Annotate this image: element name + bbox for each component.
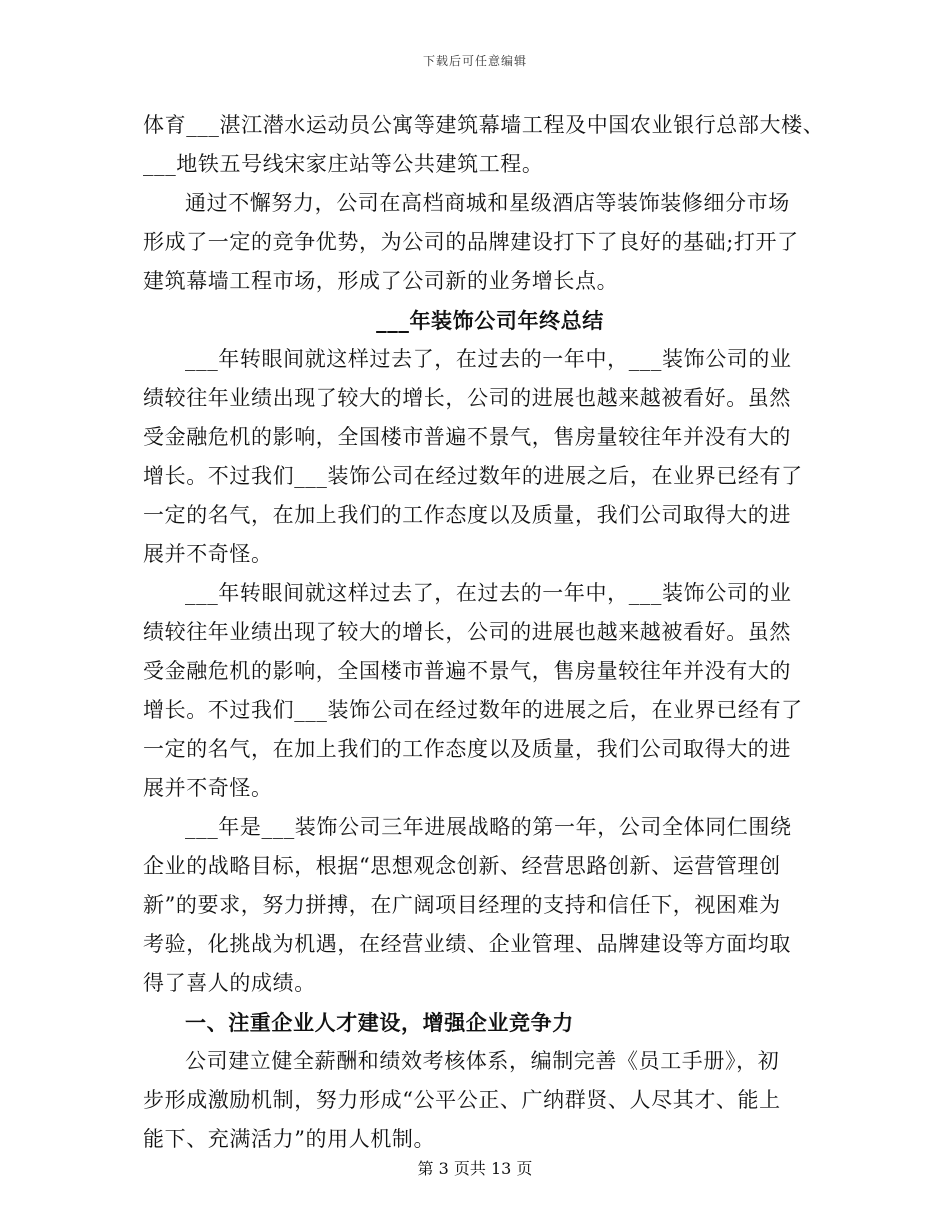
text-line: 增长。不过我们___装饰公司在经过数年的进展之后，在业界已经有了 [143, 464, 803, 488]
text-line: 新”的要求，努力拼搏，在广阔项目经理的支持和信任下，视困难为 [143, 893, 781, 917]
text-line: 展并不奇怪。 [143, 542, 273, 566]
document-body [143, 106, 825, 1159]
text-line: 考验，化挑战为机遇，在经营业绩、企业管理、品牌建设等方面均取 [143, 932, 791, 956]
text-line: 建筑幕墙工程市场，形成了公司新的业务增长点。 [143, 269, 619, 293]
paragraph-start: 通过不懈努力，公司在高档商城和星级酒店等装饰装修细分市场 [185, 191, 790, 215]
paragraph-start: ___年转眼间就这样过去了，在过去的一年中，___装饰公司的业 [185, 581, 792, 605]
page-header: 下载后可任意编辑 [422, 54, 527, 68]
text-line: 体育___湛江潜水运动员公寓等建筑幕墙工程及中国农业银行总部大楼、 [143, 113, 825, 137]
text-line: 企业的战略目标，根据“思想观念创新、经营思路创新、运营管理创 [143, 854, 781, 878]
text-line: 绩较往年业绩出现了较大的增长，公司的进展也越来越被看好。虽然 [143, 386, 791, 410]
text-line: 受金融危机的影响，全国楼市普遍不景气，售房量较往年并没有大的 [143, 425, 791, 449]
text-line: 形成了一定的竞争优势，为公司的品牌建设打下了良好的基础;打开了 [143, 230, 799, 254]
text-line: 受金融危机的影响，全国楼市普遍不景气，售房量较往年并没有大的 [143, 659, 791, 683]
paragraph-start: ___年转眼间就这样过去了，在过去的一年中，___装饰公司的业 [185, 347, 792, 371]
section-heading: 一、注重企业人才建设，增强企业竞争力 [185, 1010, 574, 1035]
text-line: 步形成激励机制，努力形成“公平公正、广纳群贤、人尽其才、能上 [143, 1088, 781, 1112]
text-line: ___地铁五号线宋家庄站等公共建筑工程。 [143, 152, 544, 176]
paragraph-start: 公司建立健全薪酬和绩效考核体系，编制完善《员工手册》，初 [185, 1049, 780, 1073]
text-line: 展并不奇怪。 [143, 776, 273, 800]
text-line: 得了喜人的成绩。 [143, 971, 316, 995]
text-line: 一定的名气，在加上我们的工作态度以及质量，我们公司取得大的进 [143, 503, 791, 527]
text-line: 一定的名气，在加上我们的工作态度以及质量，我们公司取得大的进 [143, 737, 791, 761]
paragraph-start: ___年是___装饰公司三年进展战略的第一年，公司全体同仁围绕 [185, 815, 792, 839]
text-line: 增长。不过我们___装饰公司在经过数年的进展之后，在业界已经有了 [143, 698, 803, 722]
page-footer: 第 3 页共 13 页 [417, 1159, 533, 1178]
section-title: ___年装饰公司年终总结 [376, 308, 604, 333]
text-line: 绩较往年业绩出现了较大的增长，公司的进展也越来越被看好。虽然 [143, 620, 791, 644]
text-line: 能下、充满活力”的用人机制。 [143, 1127, 436, 1151]
